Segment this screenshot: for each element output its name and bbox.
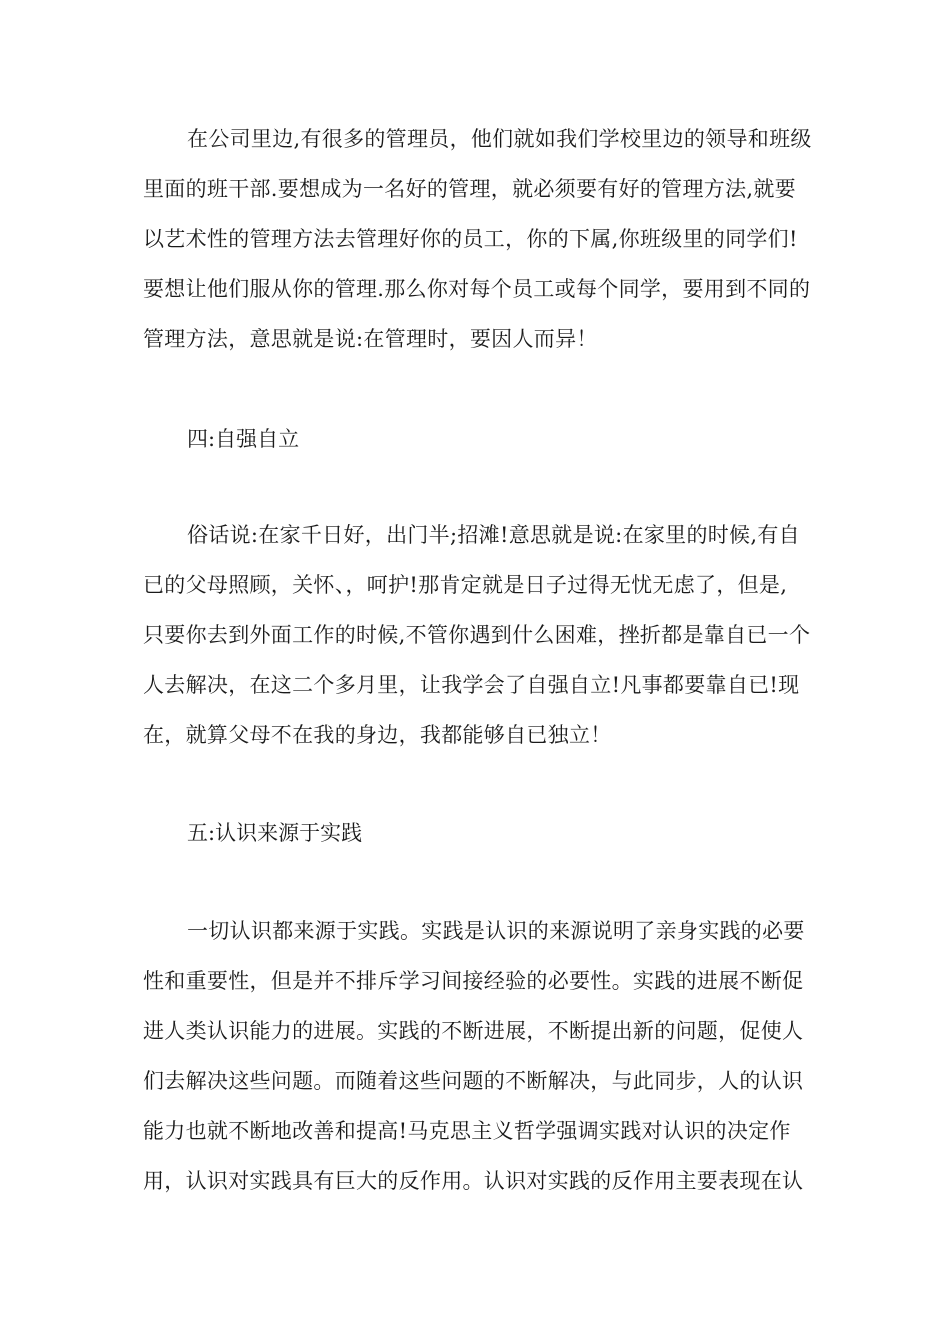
paragraph-line: 进人类认识能力的进展。实践的不断进展，不断提出新的问题，促使人 <box>143 1019 804 1043</box>
paragraph-line: 以艺术性的管理方法去管理好你的员工，你的下属,你班级里的同学们! <box>143 227 798 251</box>
section-heading-practice: 五:认识来源于实践 <box>187 821 363 845</box>
paragraph-line: 性和重要性，但是并不排斥学习间接经验的必要性。实践的进展不断促 <box>143 969 804 993</box>
section-heading-self-reliance: 四:自强自立 <box>187 427 300 451</box>
paragraph-line: 一切认识都来源于实践。实践是认识的来源说明了亲身实践的必要 <box>187 919 805 943</box>
paragraph-line: 人去解决，在这二个多月里，让我学会了自强自立!凡事都要靠自已!现 <box>143 673 800 697</box>
paragraph-practice <box>143 906 823 1206</box>
paragraph-management <box>143 114 823 364</box>
paragraph-line: 已的父母照顾，关怀、，呵护!那肯定就是日子过得无忧无虑了，但是, <box>143 573 788 597</box>
paragraph-line: 要想让他们服从你的管理.那么你对每个员工或每个同学，要用到不同的 <box>143 277 811 301</box>
paragraph-line: 俗话说:在家千日好，出门半;招滩!意思就是说:在家里的时候,有自 <box>187 523 800 547</box>
paragraph-line: 管理方法，意思就是说:在管理时，要因人而异！ <box>143 327 598 351</box>
paragraph-line: 在，就算父母不在我的身边，我都能够自已独立！ <box>143 723 612 747</box>
paragraph-line: 里面的班干部.要想成为一名好的管理，就必须要有好的管理方法,就要 <box>143 177 796 201</box>
paragraph-self-reliance <box>143 510 823 760</box>
paragraph-line: 们去解决这些问题。而随着这些问题的不断解决，与此同步，人的认识 <box>143 1069 804 1093</box>
paragraph-line: 用，认识对实践具有巨大的反作用。认识对实践的反作用主要表现在认 <box>143 1169 804 1193</box>
paragraph-line: 在公司里边,有很多的管理员，他们就如我们学校里边的领导和班级 <box>187 127 812 151</box>
paragraph-line: 能力也就不断地改善和提高!马克思主义哲学强调实践对认识的决定作 <box>143 1119 791 1143</box>
paragraph-line: 只要你去到外面工作的时候,不管你遇到什么困难，挫折都是靠自已一个 <box>143 623 811 647</box>
